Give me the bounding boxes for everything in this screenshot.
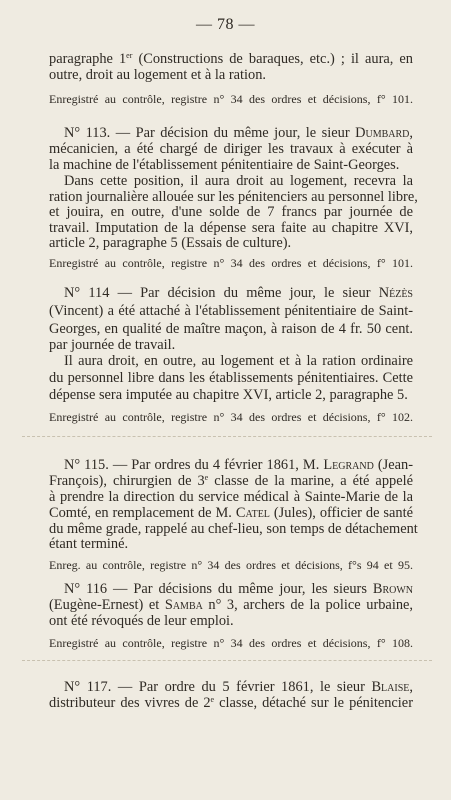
entry-heading-113: N° 113. — Par décision du même jour, le sieur Dumbard, [64,125,413,141]
text-line: du même grade, rappelé au chef-lieu, son temps de détachement [49,521,418,537]
text-line: Il aura droit, en outre, au logement et à la ration ordinaire [64,353,413,369]
text-line: distributeur des vivres de 2e classe, détaché sur le pénitencier [49,695,413,711]
registration-note: Enreg. au contrôle, registre n° 34 des ordres et décisions, f°s 94 et 95. [49,558,413,572]
text-line: étant terminé. [49,536,129,552]
text-line: Dans cette position, il aura droit au logement, recevra la [64,173,413,189]
text-line: ration journalière allouée sur les pénitenciers au personnel libre, [49,189,418,205]
text-line: et jouira, en outre, d'une solde de 7 francs par journée de [49,204,413,220]
entry-heading-117: N° 117. — Par ordre du 5 février 1861, le sieur Blaise, [64,679,413,695]
text-line: (Vincent) a été attaché à l'établissement pénitentiaire de Saint- [49,303,413,319]
registration-note: Enregistré au contrôle, registre n° 34 des ordres et décisions, f° 101. [49,256,413,270]
registration-note: Enregistré au contrôle, registre n° 34 des ordres et décisions, f° 102. [49,410,413,424]
page-number: — 78 — [196,16,255,33]
registration-note: Enregistré au contrôle, registre n° 34 des ordres et décisions, f° 101. [49,92,413,106]
registration-note: Enregistré au contrôle, registre n° 34 des ordres et décisions, f° 108. [49,636,413,650]
text-line: François), chirurgien de 3e classe de la marine, a été appelé [49,473,413,489]
text-line: Georges, en qualité de maître maçon, à raison de 4 fr. 50 cent. [49,321,413,337]
text-line: Comté, en remplacement de M. Catel (Jules), officier de santé [49,505,413,521]
text-line: article 2, paragraphe 5 (Essais de culture). [49,235,292,251]
text-line: par journée de travail. [49,337,176,353]
text-line: ont été révoqués de leur emploi. [49,613,234,629]
entry-heading-114: N° 114 — Par décision du même jour, le sieur Nézès [64,285,413,301]
text-line: mécanicien, a été chargé de diriger les travaux à exécuter à [49,141,413,157]
section-divider [22,660,432,661]
entry-heading-115: N° 115. — Par ordres du 4 février 1861, M. Legrand (Jean- [64,457,413,473]
text-line: (Eugène-Ernest) et Samba n° 3, archers de la police urbaine, [49,597,413,613]
text-line: dépense sera imputée au chapitre XVI, article 2, paragraphe 5. [49,387,408,403]
section-divider [22,436,432,437]
text-line: outre, droit au logement et à la ration. [49,67,266,83]
text-line: du personnel libre dans les établissements pénitentiaires. Cette [49,370,413,386]
text-line: paragraphe 1er (Constructions de baraques, etc.) ; il aura, en [49,51,413,67]
entry-heading-116: N° 116 — Par décisions du même jour, les sieurs Brown [64,581,413,597]
text-line: à prendre la direction du service médical à Sainte-Marie de la [49,489,413,505]
text-line: la machine de l'établissement pénitentiaire de Saint-Georges. [49,157,400,173]
text-line: travail. Imputation de la dépense sera faite au chapitre XVI, [49,220,413,236]
